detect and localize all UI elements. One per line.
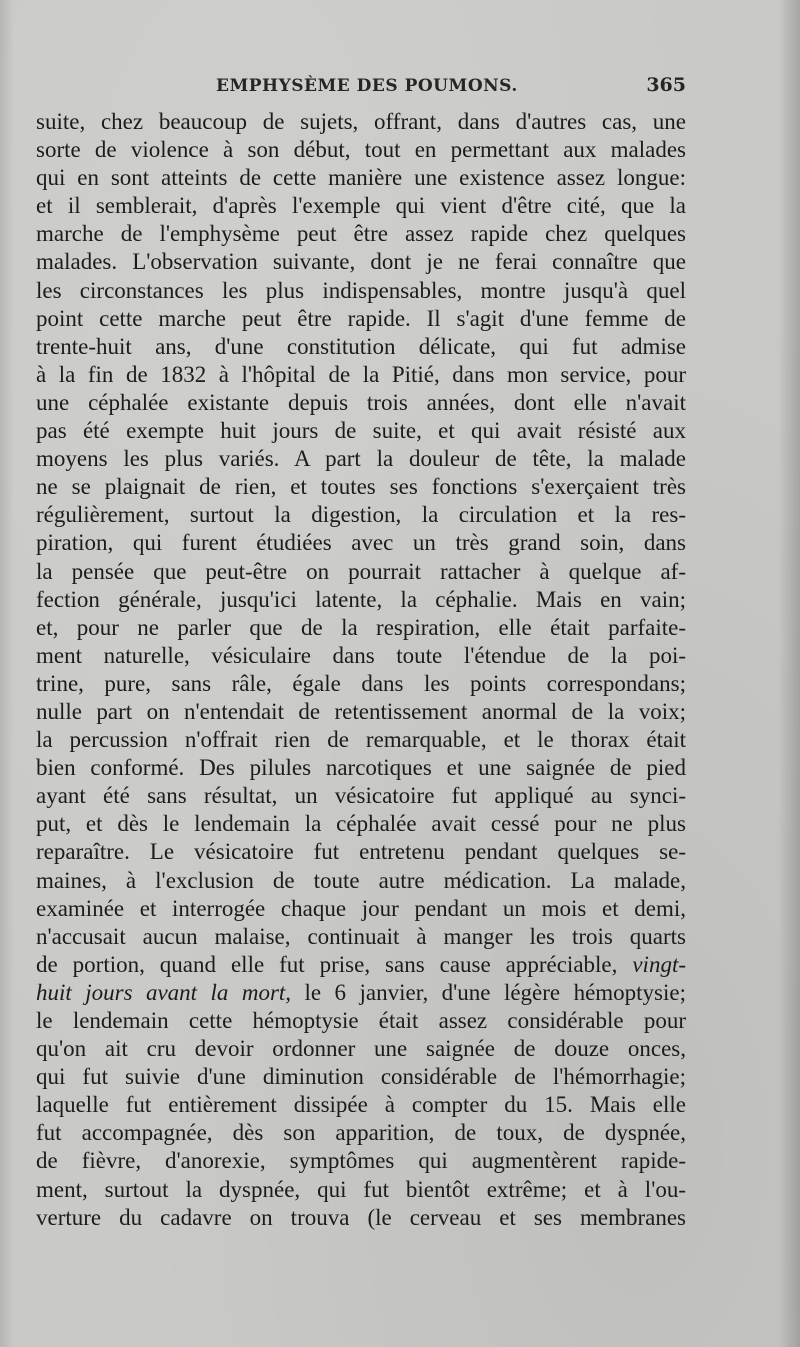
text-line: point cette marche peut être rapide. Il s'agit d'une femme de bbox=[36, 305, 686, 331]
text-line: bien conformé. Des pilules narcotiques et une saignée de pied bbox=[36, 755, 686, 781]
text-line: ayant été sans résultat, un vésicatoire fut appliqué au synci- bbox=[36, 783, 686, 809]
text-line: une céphalée existante depuis trois années, dont elle n'avait bbox=[36, 389, 686, 415]
text-line: qui en sont atteints de cette manière une existence assez longue: bbox=[36, 165, 686, 191]
text-line: et il semblerait, d'après l'exemple qui vient d'être cité, que la bbox=[36, 193, 686, 219]
text-line: la percussion n'offrait rien de remarquable, et le thorax était bbox=[36, 727, 686, 753]
text-line: piration, qui furent étudiées avec un très grand soin, dans bbox=[36, 530, 686, 556]
text-line: les circonstances les plus indispensables, montre jusqu'à quel bbox=[36, 277, 686, 303]
page-edge-shadow bbox=[778, 0, 800, 1347]
text-line: put, et dès le lendemain la céphalée avait cessé pour ne plus bbox=[36, 811, 686, 837]
running-title: EMPHYSÈME DES POUMONS. bbox=[216, 76, 518, 96]
text-line: et, pour ne parler que de la respiration, elle était parfaite- bbox=[36, 614, 686, 640]
text-line: malades. L'observation suivante, dont je ne ferai connaître que bbox=[36, 249, 686, 275]
text-line: fection générale, jusqu'ici latente, la céphalie. Mais en vain; bbox=[36, 586, 686, 612]
text-line: fut accompagnée, dès son apparition, de toux, de dyspnée, bbox=[36, 1120, 686, 1146]
text-line: trine, pure, sans râle, égale dans les points correspondans; bbox=[36, 670, 686, 696]
italic-text: huit jours avant la mort, bbox=[36, 979, 292, 1005]
text-line: examinée et interrogée chaque jour pendant un mois et demi, bbox=[36, 895, 686, 921]
running-head bbox=[36, 72, 686, 102]
text-line: n'accusait aucun malaise, continuait à manger les trois quarts bbox=[36, 923, 686, 949]
text-line: marche de l'emphysème peut être assez rapide chez quelques bbox=[36, 221, 686, 247]
text-line: moyens les plus variés. A part la douleur de tête, la malade bbox=[36, 446, 686, 472]
body-text bbox=[36, 108, 686, 1232]
italic-text: vingt- bbox=[632, 951, 686, 977]
text-line: suite, chez beaucoup de sujets, offrant, dans d'autres cas, une bbox=[36, 109, 686, 134]
text-line: maines, à l'exclusion de toute autre médication. La malade, bbox=[36, 867, 686, 893]
text-line: reparaître. Le vésicatoire fut entretenu pendant quelques se- bbox=[36, 839, 686, 865]
text-line: le lendemain cette hémoptysie était assez considérable pour bbox=[36, 1008, 686, 1033]
text-line: la pensée que peut-être on pourrait rattacher à quelque af- bbox=[36, 558, 686, 584]
text-line: verture du cadavre on trouva (le cerveau et ses membranes bbox=[36, 1204, 686, 1230]
page-number: 365 bbox=[646, 74, 686, 96]
gutter-shadow bbox=[0, 0, 14, 1347]
text-line: de portion, quand elle fut prise, sans cause appréciable, vingt- bbox=[36, 951, 686, 977]
text-line: qu'on ait cru devoir ordonner une saignée de douze onces, bbox=[36, 1036, 686, 1062]
text-line: de fièvre, d'anorexie, symptômes qui augmentèrent rapide- bbox=[36, 1148, 686, 1174]
text-line: ment naturelle, vésiculaire dans toute l'étendue de la poi- bbox=[36, 642, 686, 668]
text-line: ne se plaignait de rien, et toutes ses fonctions s'exerçaient très bbox=[36, 474, 686, 500]
text-line: laquelle fut entièrement dissipée à compter du 15. Mais elle bbox=[36, 1092, 686, 1118]
text-line: huit jours avant la mort, le 6 janvier, d'une légère hémoptysie; bbox=[36, 979, 686, 1005]
text-line: pas été exempte huit jours de suite, et qui avait résisté aux bbox=[36, 418, 686, 444]
text-line: à la fin de 1832 à l'hôpital de la Pitié, dans mon service, pour bbox=[36, 361, 686, 387]
text-line: sorte de violence à son début, tout en permettant aux malades bbox=[36, 137, 686, 163]
text-line: trente-huit ans, d'une constitution délicate, qui fut admise bbox=[36, 333, 686, 359]
text-line: ment, surtout la dyspnée, qui fut bientôt extrême; et à l'ou- bbox=[36, 1176, 686, 1202]
text-line: régulièrement, surtout la digestion, la circulation et la res- bbox=[36, 502, 686, 528]
text-line: qui fut suivie d'une diminution considérable de l'hémorrhagie; bbox=[36, 1064, 686, 1090]
text-line: nulle part on n'entendait de retentissement anormal de la voix; bbox=[36, 698, 686, 724]
